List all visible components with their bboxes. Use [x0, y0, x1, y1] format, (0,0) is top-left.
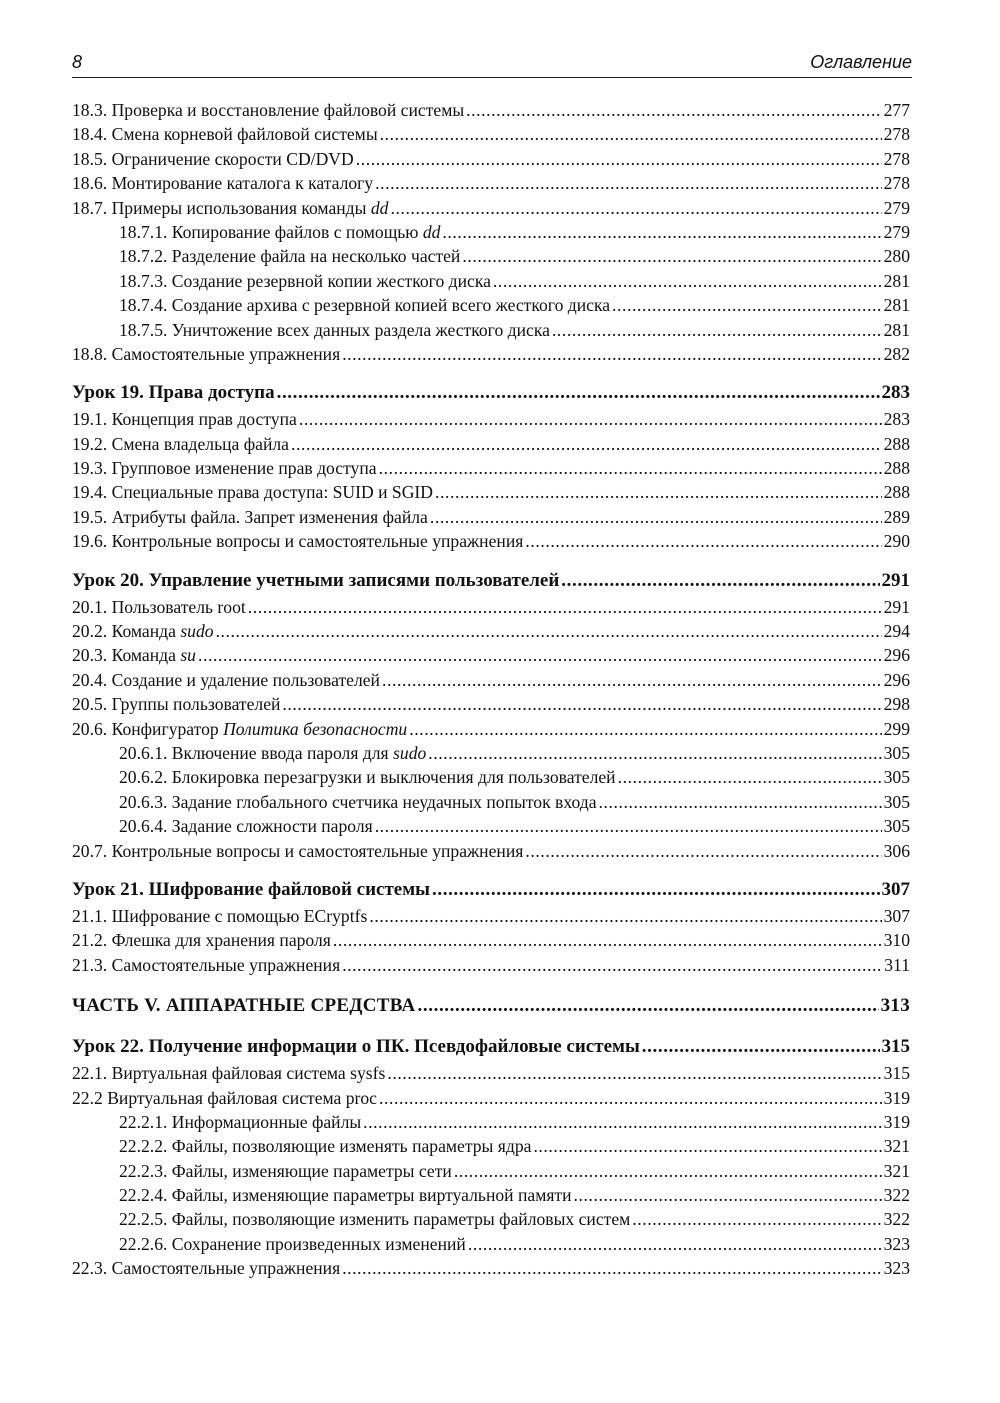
toc-page-number: 305	[883, 791, 910, 812]
toc-entry-title	[72, 570, 559, 592]
toc-entry-title	[119, 1112, 361, 1133]
toc-entry	[72, 173, 910, 197]
toc-entry-title	[72, 409, 297, 430]
toc-entry	[72, 1258, 910, 1282]
dot-leader	[198, 645, 882, 666]
toc-entry-title-text: ЧАСТЬ V. АППАРАТНЫЕ СРЕДСТВА	[72, 995, 416, 1017]
toc-subentry	[72, 1234, 910, 1258]
toc-entry-title	[72, 1258, 340, 1279]
table-of-contents	[72, 100, 910, 1283]
toc-entry-title-text: 20.7. Контрольные вопросы и самостоятельные упражнения	[72, 840, 524, 861]
dot-leader	[442, 222, 881, 243]
toc-entry-title-text: Урок 19. Права доступа	[72, 382, 275, 404]
toc-entry-title	[119, 792, 597, 813]
toc-entry-title-text: 19.2. Смена владельца файла	[72, 433, 289, 454]
toc-page-number: 313	[880, 995, 910, 1017]
header-rule	[72, 77, 912, 78]
toc-entry-title	[72, 906, 367, 927]
toc-entry-title-text: 22.2 Виртуальная файловая система proc	[72, 1087, 377, 1108]
dot-leader	[468, 1234, 882, 1255]
dot-leader	[216, 621, 882, 642]
toc-entry-title-text: 18.8. Самостоятельные упражнения	[72, 343, 341, 364]
running-title: Оглавление	[810, 52, 912, 72]
toc-page-number: 305	[883, 742, 910, 763]
toc-page-number: 288	[883, 482, 910, 503]
dot-leader	[599, 792, 882, 813]
toc-subentry	[72, 743, 910, 767]
dot-leader	[363, 1112, 881, 1133]
toc-page-number: 319	[883, 1087, 910, 1108]
toc-page-number: 321	[883, 1136, 910, 1157]
toc-entry-title	[72, 1036, 640, 1058]
dot-leader	[632, 1209, 881, 1230]
toc-page-number: 281	[883, 319, 910, 340]
toc-entry-title-text: 20.4. Создание и удаление пользователей	[72, 669, 380, 690]
toc-entry-title-text: 18.7.2. Разделение файла на несколько частей	[119, 246, 461, 267]
toc-entry-title-text: 20.1. Пользователь root	[72, 596, 246, 617]
toc-page-number: 290	[883, 531, 910, 552]
toc-entry-title	[72, 124, 378, 145]
toc-chapter	[72, 570, 910, 597]
toc-entry	[72, 1088, 910, 1112]
toc-entry-title-text: 18.7.1. Копирование файлов с помощью	[119, 221, 423, 242]
toc-entry-title-text: 20.3. Команда	[72, 645, 181, 666]
toc-entry-title-text: 19.4. Специальные права доступа: SUID и SGID	[72, 482, 433, 503]
toc-page-number: 321	[883, 1160, 910, 1181]
toc-entry	[72, 621, 910, 645]
toc-subentry	[72, 1209, 910, 1233]
toc-entry-title-text: 18.7.5. Уничтожение всех данных раздела жесткого диска	[119, 319, 550, 340]
toc-entry-title-text: 21.2. Флешка для хранения пароля	[72, 930, 331, 951]
dot-leader	[277, 382, 880, 404]
dot-leader	[342, 344, 881, 365]
toc-subentry	[72, 222, 910, 246]
dot-leader	[612, 295, 882, 316]
dot-leader	[333, 930, 882, 951]
toc-chapter	[72, 1036, 910, 1063]
toc-entry	[72, 198, 910, 222]
toc-entry-title	[72, 670, 380, 691]
toc-entry-title-text: 18.3. Проверка и восстановление файловой системы	[72, 100, 465, 120]
dot-leader	[282, 694, 881, 715]
toc-entry-title-text: 22.3. Самостоятельные упражнения	[72, 1258, 341, 1279]
toc-page-number: 289	[883, 506, 910, 527]
toc-entry-title	[72, 434, 289, 455]
toc-entry-title-italic: su	[180, 645, 196, 666]
toc-entry-title	[119, 743, 426, 764]
dot-leader	[342, 1258, 881, 1279]
dot-leader	[493, 271, 882, 292]
toc-entry-title	[72, 344, 340, 365]
toc-subentry	[72, 767, 910, 791]
toc-entry-title	[119, 295, 610, 316]
dot-leader	[454, 1161, 882, 1182]
toc-page-number: 322	[883, 1185, 910, 1206]
toc-entry-title	[119, 1185, 572, 1206]
dot-leader	[291, 434, 882, 455]
toc-page-number: 299	[883, 718, 910, 739]
toc-entry-title	[72, 930, 331, 951]
toc-subentry	[72, 246, 910, 270]
dot-leader	[379, 1088, 882, 1109]
toc-part	[72, 995, 910, 1022]
toc-entry-title-text: 20.6.1. Включение ввода пароля для	[119, 742, 394, 763]
toc-entry-title	[119, 816, 373, 837]
toc-subentry	[72, 320, 910, 344]
toc-entry	[72, 531, 910, 555]
dot-leader	[428, 743, 881, 764]
toc-page-number: 315	[881, 1036, 910, 1058]
toc-page-number: 298	[883, 694, 910, 715]
toc-entry-title	[119, 222, 440, 243]
toc-subentry	[72, 1161, 910, 1185]
toc-page-number: 277	[883, 100, 910, 120]
toc-subentry	[72, 816, 910, 840]
toc-page-number: 280	[883, 246, 910, 267]
toc-entry-title	[72, 1088, 377, 1109]
toc-entry	[72, 906, 910, 930]
dot-leader	[552, 320, 882, 341]
toc-entry-title-italic: sudo	[393, 742, 427, 763]
toc-page-number: 296	[883, 645, 910, 666]
toc-page-number: 315	[883, 1063, 910, 1084]
toc-entry-title-text: 18.7.4. Создание архива с резервной копией всего жесткого диска	[119, 295, 611, 316]
toc-page-number: 282	[883, 343, 910, 364]
toc-entry-title-text: 22.2.1. Информационные файлы	[119, 1111, 362, 1132]
dot-leader	[342, 955, 882, 976]
toc-entry-title	[72, 879, 430, 901]
toc-entry-title-text: 19.5. Атрибуты файла. Запрет изменения файла	[72, 506, 428, 527]
toc-entry-title	[72, 507, 428, 528]
toc-entry-title-text: 22.2.2. Файлы, позволяющие изменять параметры ядра	[119, 1136, 532, 1157]
dot-leader	[356, 149, 882, 170]
dot-leader	[409, 719, 881, 740]
toc-page-number: 311	[884, 954, 910, 975]
toc-entry-title-text: 21.1. Шифрование с помощью ECryptfs	[72, 905, 368, 926]
toc-page-number: 310	[883, 930, 910, 951]
toc-page-number: 306	[883, 840, 910, 861]
toc-entry	[72, 955, 910, 979]
toc-page-number: 278	[883, 124, 910, 145]
toc-chapter	[72, 382, 910, 409]
toc-page-number: 323	[883, 1258, 910, 1279]
toc-entry	[72, 434, 910, 458]
toc-entry-title	[72, 694, 280, 715]
toc-entry-title	[119, 1234, 466, 1255]
toc-entry	[72, 507, 910, 531]
dot-leader	[642, 1036, 880, 1058]
toc-entry	[72, 719, 910, 743]
toc-entry-title	[119, 1136, 531, 1157]
toc-entry-title-text: 18.6. Монтирование каталога к каталогу	[72, 173, 374, 194]
toc-subentry	[72, 295, 910, 319]
toc-page-number: 296	[883, 669, 910, 690]
toc-entry	[72, 100, 910, 124]
toc-page-number: 288	[883, 433, 910, 454]
toc-entry-title	[119, 271, 491, 292]
dot-leader	[435, 482, 882, 503]
toc-page-number: 307	[883, 905, 910, 926]
toc-subentry	[72, 1136, 910, 1160]
toc-entry	[72, 149, 910, 173]
toc-entry-title-text: 19.1. Концепция прав доступа	[72, 409, 297, 430]
dot-leader	[375, 816, 882, 837]
toc-entry	[72, 694, 910, 718]
dot-leader	[369, 906, 881, 927]
dot-leader	[561, 570, 879, 592]
toc-entry-title-text: 19.3. Групповое изменение прав доступа	[72, 458, 377, 479]
dot-leader	[430, 507, 882, 528]
toc-entry-title	[72, 1063, 385, 1084]
toc-entry	[72, 458, 910, 482]
toc-entry-title-text: 19.6. Контрольные вопросы и самостоятельные упражнения	[72, 531, 524, 552]
dot-leader	[382, 670, 882, 691]
dot-leader	[375, 173, 881, 194]
toc-entry-title	[72, 841, 523, 862]
toc-entry-title-text: Урок 20. Управление учетными записями пользователей	[72, 569, 560, 591]
toc-entry	[72, 930, 910, 954]
toc-subentry	[72, 1112, 910, 1136]
toc-entry-title	[119, 246, 460, 267]
toc-entry	[72, 344, 910, 368]
dot-leader	[248, 597, 882, 618]
page-number: 8	[72, 52, 83, 72]
toc-entry-title	[72, 100, 464, 121]
toc-entry-title-text: 20.6.2. Блокировка перезагрузки и выключения для пользователей	[119, 767, 616, 788]
dot-leader	[466, 100, 881, 121]
dot-leader	[432, 879, 879, 901]
toc-entry-title	[72, 719, 407, 740]
page-header	[72, 50, 912, 78]
toc-entry	[72, 597, 910, 621]
toc-entry-title	[72, 149, 354, 170]
toc-entry-title	[72, 458, 377, 479]
toc-entry-title-text: 21.3. Самостоятельные упражнения	[72, 954, 341, 975]
toc-entry-title-text: 20.6.4. Задание сложности пароля	[119, 816, 373, 837]
toc-page-number: 288	[883, 458, 910, 479]
dot-leader	[462, 246, 881, 267]
toc-page-number: 323	[883, 1233, 910, 1254]
toc-entry-title-text: 22.2.3. Файлы, изменяющие параметры сети	[119, 1160, 452, 1181]
toc-subentry	[72, 1185, 910, 1209]
dot-leader	[390, 198, 881, 219]
toc-entry-title	[72, 955, 340, 976]
toc-page-number: 278	[883, 148, 910, 169]
toc-entry-title-text: 22.2.4. Файлы, изменяющие параметры виртуальной памяти	[119, 1185, 572, 1206]
toc-subentry	[72, 271, 910, 295]
toc-entry	[72, 645, 910, 669]
dot-leader	[379, 458, 882, 479]
toc-entry-title	[119, 320, 550, 341]
toc-entry-title-text: 18.5. Ограничение скорости CD/DVD	[72, 148, 354, 169]
toc-page-number: 283	[881, 382, 910, 404]
toc-entry-title-text: 20.6.3. Задание глобального счетчика неудачных попыток входа	[119, 791, 597, 812]
toc-page-number: 281	[883, 270, 910, 291]
toc-page-number: 291	[883, 596, 910, 617]
toc-entry-title	[72, 198, 388, 219]
toc-entry-title-text: 22.2.5. Файлы, позволяющие изменить параметры файловых систем	[119, 1209, 631, 1230]
toc-page-number: 307	[881, 878, 910, 900]
toc-entry	[72, 841, 910, 865]
toc-page-number: 319	[883, 1111, 910, 1132]
dot-leader	[618, 767, 882, 788]
toc-page-number: 291	[881, 569, 910, 591]
toc-page-number: 281	[883, 295, 910, 316]
toc-page-number: 294	[883, 621, 910, 642]
toc-entry-title-text: 20.5. Группы пользователей	[72, 694, 281, 715]
toc-subentry	[72, 792, 910, 816]
toc-entry-title-text: 20.2. Команда	[72, 621, 181, 642]
dot-leader	[299, 409, 882, 430]
toc-entry-title-text: 18.4. Смена корневой файловой системы	[72, 124, 378, 145]
dot-leader	[418, 995, 879, 1017]
toc-page-number: 305	[883, 816, 910, 837]
dot-leader	[574, 1185, 882, 1206]
toc-entry-title-text: Урок 21. Шифрование файловой системы	[72, 878, 431, 900]
toc-entry-title	[72, 531, 523, 552]
dot-leader	[533, 1136, 881, 1157]
toc-page-number: 322	[883, 1209, 910, 1230]
toc-entry-title-italic: sudo	[180, 621, 214, 642]
toc-entry-title-text: 22.1. Виртуальная файловая система sysfs	[72, 1063, 386, 1084]
toc-entry	[72, 482, 910, 506]
toc-entry	[72, 409, 910, 433]
toc-entry-title	[72, 597, 246, 618]
toc-entry	[72, 670, 910, 694]
toc-entry-title-italic: dd	[422, 221, 441, 242]
dot-leader	[525, 531, 881, 552]
toc-page-number: 305	[883, 767, 910, 788]
toc-entry-title	[72, 482, 433, 503]
dot-leader	[380, 124, 882, 145]
dot-leader	[525, 841, 881, 862]
toc-page-number: 279	[883, 197, 910, 218]
toc-entry-title	[119, 767, 616, 788]
toc-entry-title-text: 22.2.6. Сохранение произведенных изменений	[119, 1233, 466, 1254]
toc-page-number: 279	[883, 221, 910, 242]
toc-entry-title-italic: Политика безопасности	[223, 718, 408, 739]
toc-entry	[72, 1063, 910, 1087]
toc-entry-title	[72, 173, 373, 194]
toc-entry-title	[72, 382, 275, 404]
toc-entry	[72, 124, 910, 148]
toc-entry-title-text: 18.7. Примеры использования команды	[72, 197, 371, 218]
dot-leader	[387, 1063, 881, 1084]
toc-entry-title-text: 18.7.3. Создание резервной копии жесткого диска	[119, 270, 491, 291]
toc-page-number: 278	[883, 173, 910, 194]
toc-entry-title	[72, 995, 416, 1017]
toc-entry-title-italic: dd	[370, 197, 389, 218]
toc-entry-title	[119, 1161, 452, 1182]
toc-entry-title	[72, 645, 196, 666]
toc-chapter	[72, 879, 910, 906]
toc-entry-title-text: Урок 22. Получение информации о ПК. Псевдофайловые системы	[72, 1036, 640, 1058]
toc-entry-title	[72, 621, 214, 642]
toc-entry-title-text: 20.6. Конфигуратор	[72, 718, 224, 739]
toc-entry-title	[119, 1209, 630, 1230]
toc-page-number: 283	[883, 409, 910, 430]
